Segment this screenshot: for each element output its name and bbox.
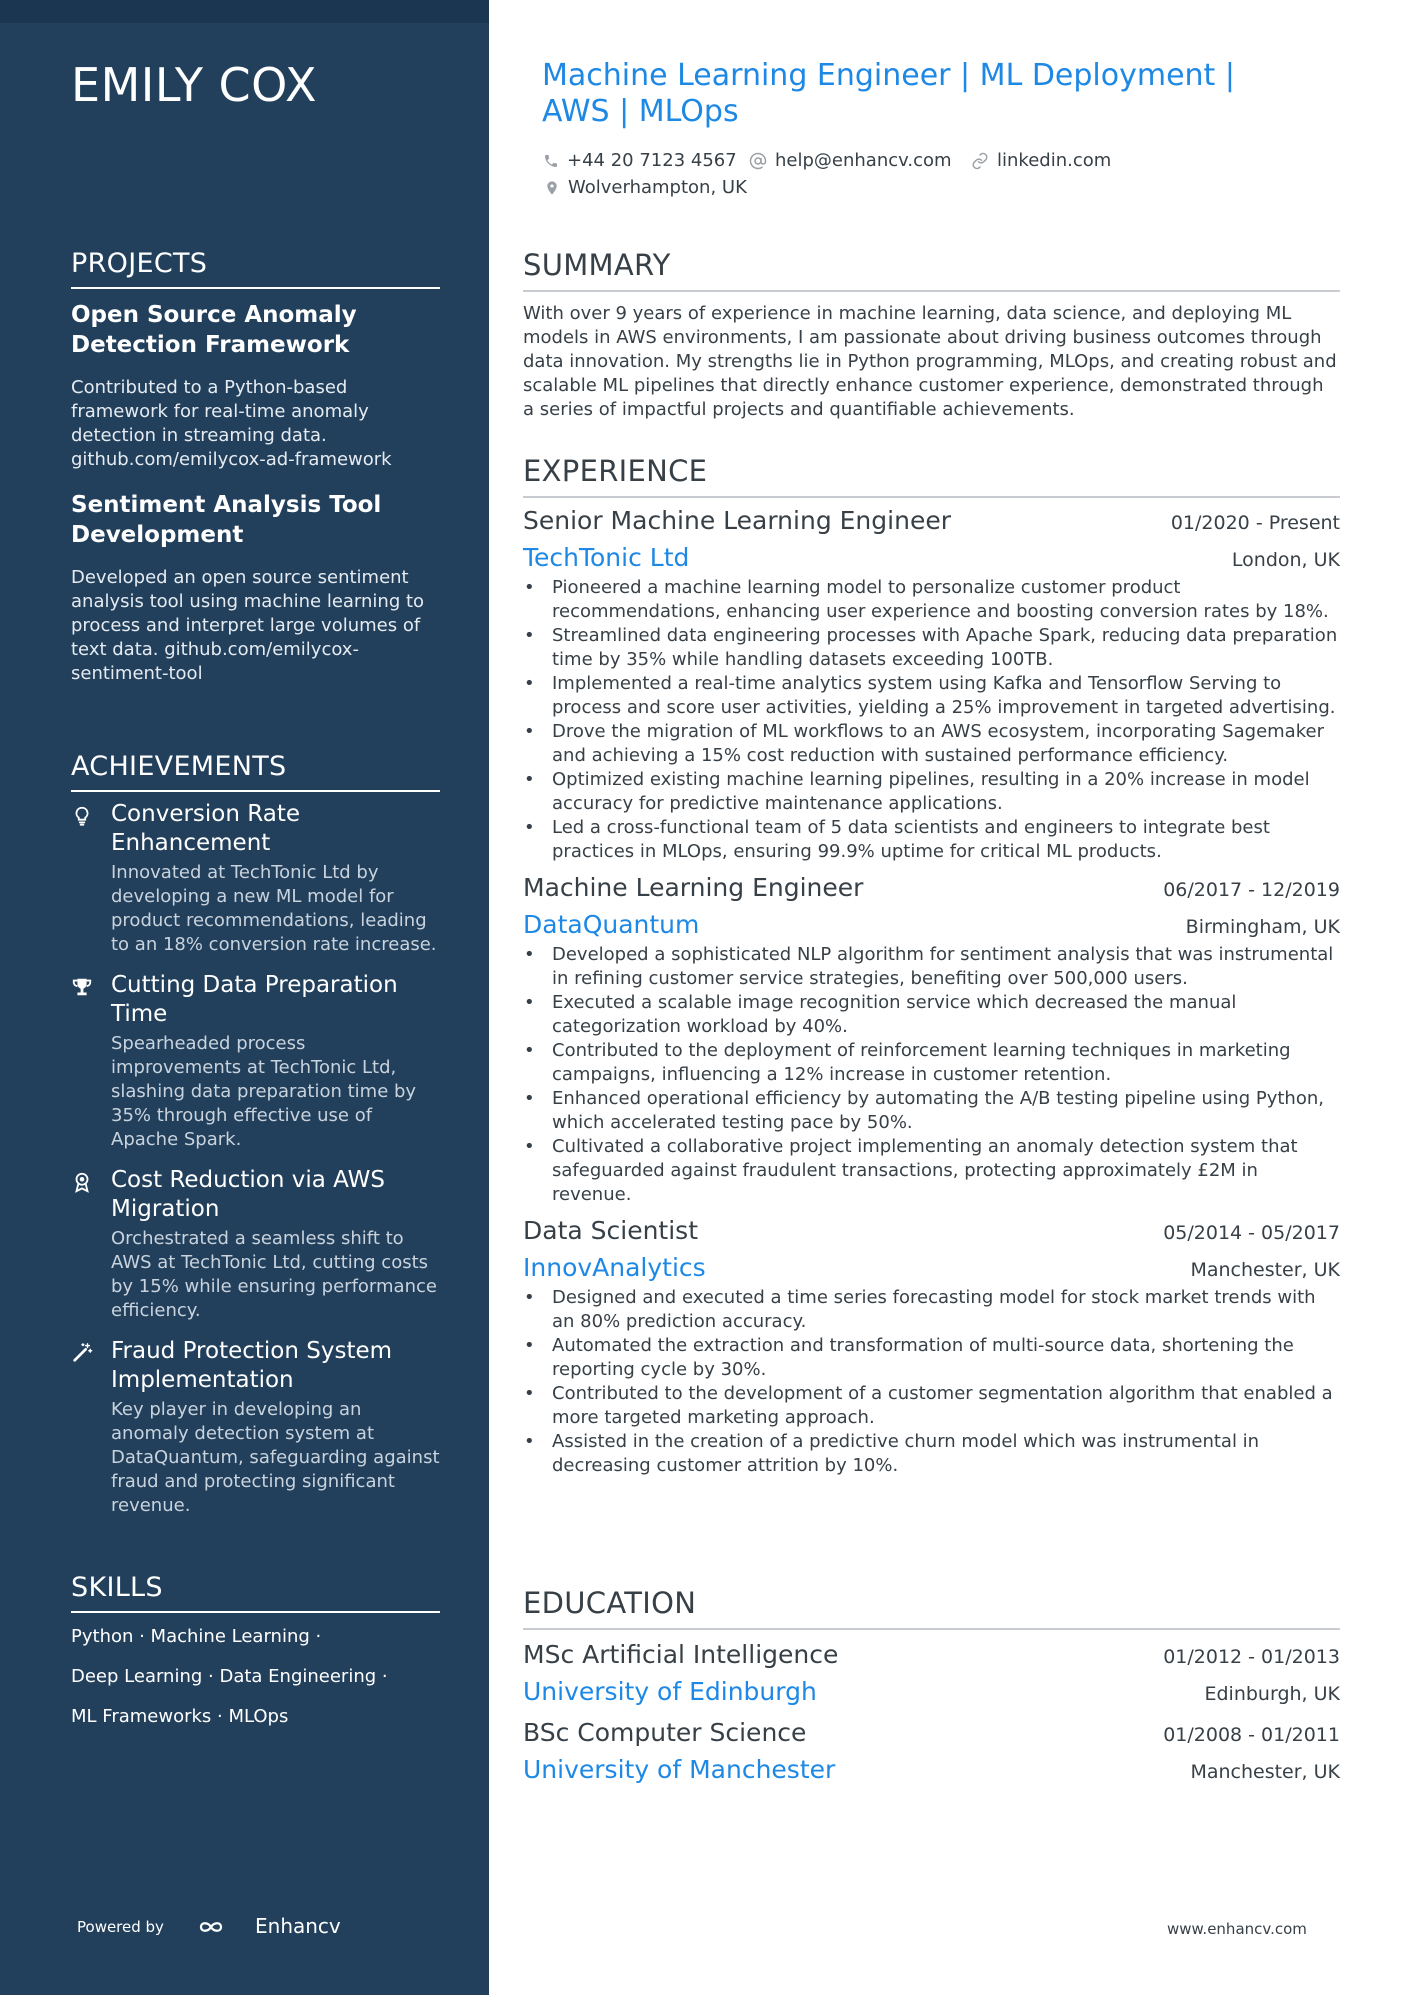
trophy-icon — [71, 976, 93, 998]
phone-icon — [543, 153, 559, 169]
project-title: Open Source Anomaly Detection Framework — [71, 302, 357, 358]
achievement-description: Innovated at TechTonic Ltd by developing a new ML model for product recommendations, leading to an 18% conversion rate increase. — [111, 862, 437, 955]
award-icon — [71, 1171, 93, 1193]
job-bullet: • Implemented a real-time analytics system using Kafka and Tensorflow Serving to process and score user activities, yielding a 25% improvement in targeted advertising. — [523, 672, 1340, 720]
achievements-title: ACHIEVEMENTS — [71, 751, 440, 792]
lightbulb-icon — [71, 805, 93, 827]
job-bullet: • Contributed to the deployment of reinforcement learning techniques in marketing campaigns, influencing a 12% increase in customer retention. — [523, 1039, 1340, 1087]
job-bullet: • Designed and executed a time series forecasting model for stock market trends with an 80% prediction accuracy. — [523, 1286, 1340, 1334]
job-bullet: • Cultivated a collaborative project implementing an anomaly detection system that safeguarded against fraudulent transactions, protecting approximately £2M in revenue. — [523, 1135, 1340, 1207]
job-title: Data Scientist — [523, 1216, 698, 1245]
job-location: London, UK — [1231, 549, 1340, 571]
summary-title: SUMMARY — [523, 248, 1340, 292]
achievement-title: Conversion Rate Enhancement — [111, 801, 300, 856]
skills-line: ML Frameworks · MLOps — [71, 1706, 289, 1727]
degree: MSc Artificial Intelligence — [523, 1640, 839, 1669]
job-dates: 01/2020 - Present — [1170, 512, 1340, 534]
at-icon — [749, 152, 767, 170]
magic-wand-icon — [71, 1342, 93, 1364]
skills-line: Deep Learning · Data Engineering · — [71, 1666, 388, 1687]
achievement-title: Cost Reduction via AWS Migration — [111, 1167, 385, 1222]
job-bullet: • Optimized existing machine learning pipelines, resulting in a 20% increase in model accuracy for predictive maintenance applications. — [523, 768, 1340, 816]
achievement-item — [71, 971, 440, 1152]
email-text[interactable]: help@enhancv.com — [775, 150, 952, 171]
job-bullets — [523, 576, 1340, 864]
achievement-item — [71, 1166, 440, 1323]
contact-location — [544, 177, 747, 198]
company-name: DataQuantum — [523, 910, 700, 939]
skills-title: SKILLS — [71, 1572, 440, 1613]
contact-linkedin — [971, 150, 1111, 171]
experience-section — [523, 454, 1340, 1478]
job-entry — [523, 1216, 1340, 1478]
company-name: InnovAnalytics — [523, 1253, 706, 1282]
powered-by-label: Powered by — [77, 1918, 164, 1936]
sidebar — [0, 0, 489, 1995]
education-entry — [523, 1718, 1340, 1784]
education-dates: 01/2012 - 01/2013 — [1163, 1646, 1340, 1668]
footer-url[interactable]: www.enhancv.com — [1167, 1920, 1307, 1938]
link-icon — [971, 152, 989, 170]
job-title: Machine Learning Engineer — [523, 873, 864, 902]
job-location: Birmingham, UK — [1185, 916, 1340, 938]
achievement-item — [71, 1337, 440, 1518]
job-bullet: • Assisted in the creation of a predictive churn model which was instrumental in decreasing customer attrition by 10%. — [523, 1430, 1340, 1478]
enhancv-logo — [195, 1912, 345, 1942]
achievement-description: Spearheaded process improvements at TechTonic Ltd, slashing data preparation time by 35% through effective use of Apache Spark. — [111, 1033, 417, 1150]
education-section — [523, 1586, 1340, 1784]
achievement-title: Cutting Data Preparation Time — [111, 972, 398, 1027]
enhancv-brand-text: Enhancv — [255, 1914, 341, 1938]
job-bullets — [523, 943, 1340, 1207]
job-dates: 06/2017 - 12/2019 — [1163, 879, 1340, 901]
school-location: Edinburgh, UK — [1204, 1683, 1340, 1705]
job-entry — [523, 506, 1340, 864]
project-description: Contributed to a Python-based framework for real-time anomaly detection in streaming data. github.com/emilycox-ad-framework — [71, 377, 392, 470]
job-bullet: • Drove the migration of ML workflows to an AWS ecosystem, incorporating Sagemaker and achieving a 15% cost reduction with sustained performance efficiency. — [523, 720, 1340, 768]
education-entry — [523, 1640, 1340, 1706]
job-bullets — [523, 1286, 1340, 1478]
skills-line: Python · Machine Learning · — [71, 1626, 322, 1647]
job-title: Senior Machine Learning Engineer — [523, 506, 951, 535]
location-pin-icon — [544, 179, 560, 197]
education-dates: 01/2008 - 01/2011 — [1163, 1724, 1340, 1746]
job-bullet: • Developed a sophisticated NLP algorithm for sentiment analysis that was instrumental in refining customer service strategies, benefiting over 500,000 users. — [523, 943, 1340, 991]
education-title: EDUCATION — [523, 1586, 1340, 1630]
achievement-item — [71, 800, 440, 957]
project-title: Sentiment Analysis Tool Development — [71, 492, 382, 548]
achievements-section — [71, 751, 440, 1518]
contact-email — [749, 150, 952, 171]
job-bullet: • Streamlined data engineering processes with Apache Spark, reducing data preparation time by 35% while handling datasets exceeding 100TB. — [523, 624, 1340, 672]
headline: Machine Learning Engineer | ML Deployment | AWS | MLOps — [542, 58, 1235, 129]
location-text: Wolverhampton, UK — [568, 177, 747, 198]
linkedin-text[interactable]: linkedin.com — [997, 150, 1112, 171]
achievement-title: Fraud Protection System Implementation — [111, 1338, 393, 1393]
job-bullet: • Enhanced operational efficiency by automating the A/B testing pipeline using Python, which accelerated testing pace by 50%. — [523, 1087, 1340, 1135]
summary-text: With over 9 years of experience in machine learning, data science, and deploying ML models in AWS environments, I am passionate about driving business outcomes through data innovation. My strengths lie in Python programming, MLOps, and creating robust and scalable ML pipelines that directly enhance customer experience, demonstrated through a series of impactful projects and quantifiable achievements. — [523, 303, 1337, 420]
skills-section — [71, 1572, 440, 1729]
degree: BSc Computer Science — [523, 1718, 807, 1747]
phone-text: +44 20 7123 4567 — [567, 150, 737, 171]
achievement-description: Key player in developing an anomaly detection system at DataQuantum, safeguarding against fraud and protecting significant revenue. — [111, 1399, 440, 1516]
job-entry — [523, 873, 1340, 1207]
projects-title: PROJECTS — [71, 248, 440, 289]
school-name: University of Manchester — [523, 1755, 836, 1784]
company-name: TechTonic Ltd — [523, 543, 690, 572]
job-bullet: • Led a cross-functional team of 5 data scientists and engineers to integrate best practices in MLOps, ensuring 99.9% uptime for critical ML products. — [523, 816, 1340, 864]
achievement-description: Orchestrated a seamless shift to AWS at TechTonic Ltd, cutting costs by 15% while ensuring performance efficiency. — [111, 1228, 437, 1321]
experience-title: EXPERIENCE — [523, 454, 1340, 498]
projects-section — [71, 248, 440, 686]
school-location: Manchester, UK — [1190, 1761, 1340, 1783]
job-bullet: • Executed a scalable image recognition service which decreased the manual categorization workload by 40%. — [523, 991, 1340, 1039]
sidebar-top-band — [0, 0, 489, 23]
job-bullet: • Automated the extraction and transformation of multi-source data, shortening the reporting cycle by 30%. — [523, 1334, 1340, 1382]
contact-phone — [543, 150, 737, 171]
job-bullet: • Contributed to the development of a customer segmentation algorithm that enabled a more targeted marketing approach. — [523, 1382, 1340, 1430]
job-bullet: • Pioneered a machine learning model to personalize customer product recommendations, enhancing user experience and boosting conversion rates by 18%. — [523, 576, 1340, 624]
job-dates: 05/2014 - 05/2017 — [1163, 1222, 1340, 1244]
candidate-name: EMILY COX — [71, 58, 317, 112]
project-description: Developed an open source sentiment analysis tool using machine learning to process and interpret large volumes of text data. github.com/emilycox-sentiment-tool — [71, 567, 425, 684]
summary-section — [523, 248, 1340, 422]
job-location: Manchester, UK — [1190, 1259, 1340, 1281]
school-name: University of Edinburgh — [523, 1677, 817, 1706]
